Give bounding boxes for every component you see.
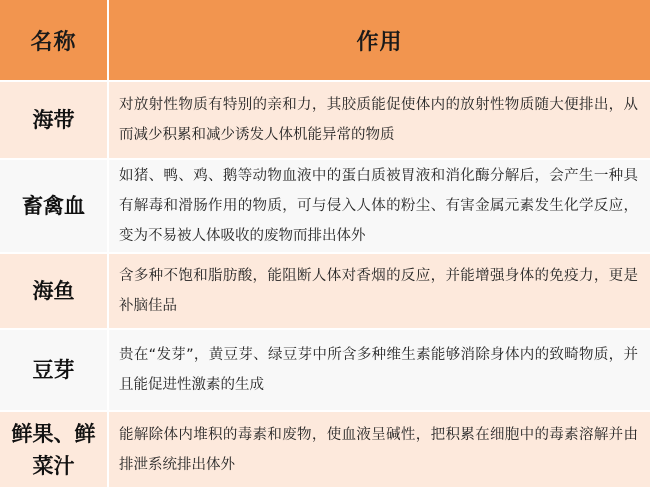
row-effect-fresh-juice: 能解除体内堆积的毒素和废物，使血液呈碱性，把积累在细胞中的毒素溶解并由排泄系统排出体外 <box>109 410 650 487</box>
row-name-animal-blood: 畜禽血 <box>0 158 109 252</box>
row-effect-sea-fish: 含多种不饱和脂肪酸，能阻断人体对香烟的反应，并能增强身体的免疫力，更是补脑佳品 <box>109 252 650 328</box>
row-effect-animal-blood: 如猪、鸭、鸡、鹅等动物血液中的蛋白质被胃液和消化酶分解后，会产生一种具有解毒和滑肠作用的物质，可与侵入人体的粉尘、有害金属元素发生化学反应，变为不易被人体吸收的废物而排出体外 <box>109 158 650 252</box>
row-effect-bean-sprouts: 贵在“发芽”，黄豆芽、绿豆芽中所含多种维生素能够消除身体内的致畸物质，并且能促进性激素的生成 <box>109 328 650 410</box>
header-name: 名称 <box>0 0 109 80</box>
row-name-fresh-juice: 鲜果、鲜菜汁 <box>0 410 109 487</box>
row-effect-kelp: 对放射性物质有特别的亲和力，其胶质能促使体内的放射性物质随大便排出，从而减少积累和减少诱发人体机能异常的物质 <box>109 80 650 158</box>
row-name-kelp: 海带 <box>0 80 109 158</box>
row-name-sea-fish: 海鱼 <box>0 252 109 328</box>
row-name-bean-sprouts: 豆芽 <box>0 328 109 410</box>
header-effect: 作用 <box>109 0 650 80</box>
